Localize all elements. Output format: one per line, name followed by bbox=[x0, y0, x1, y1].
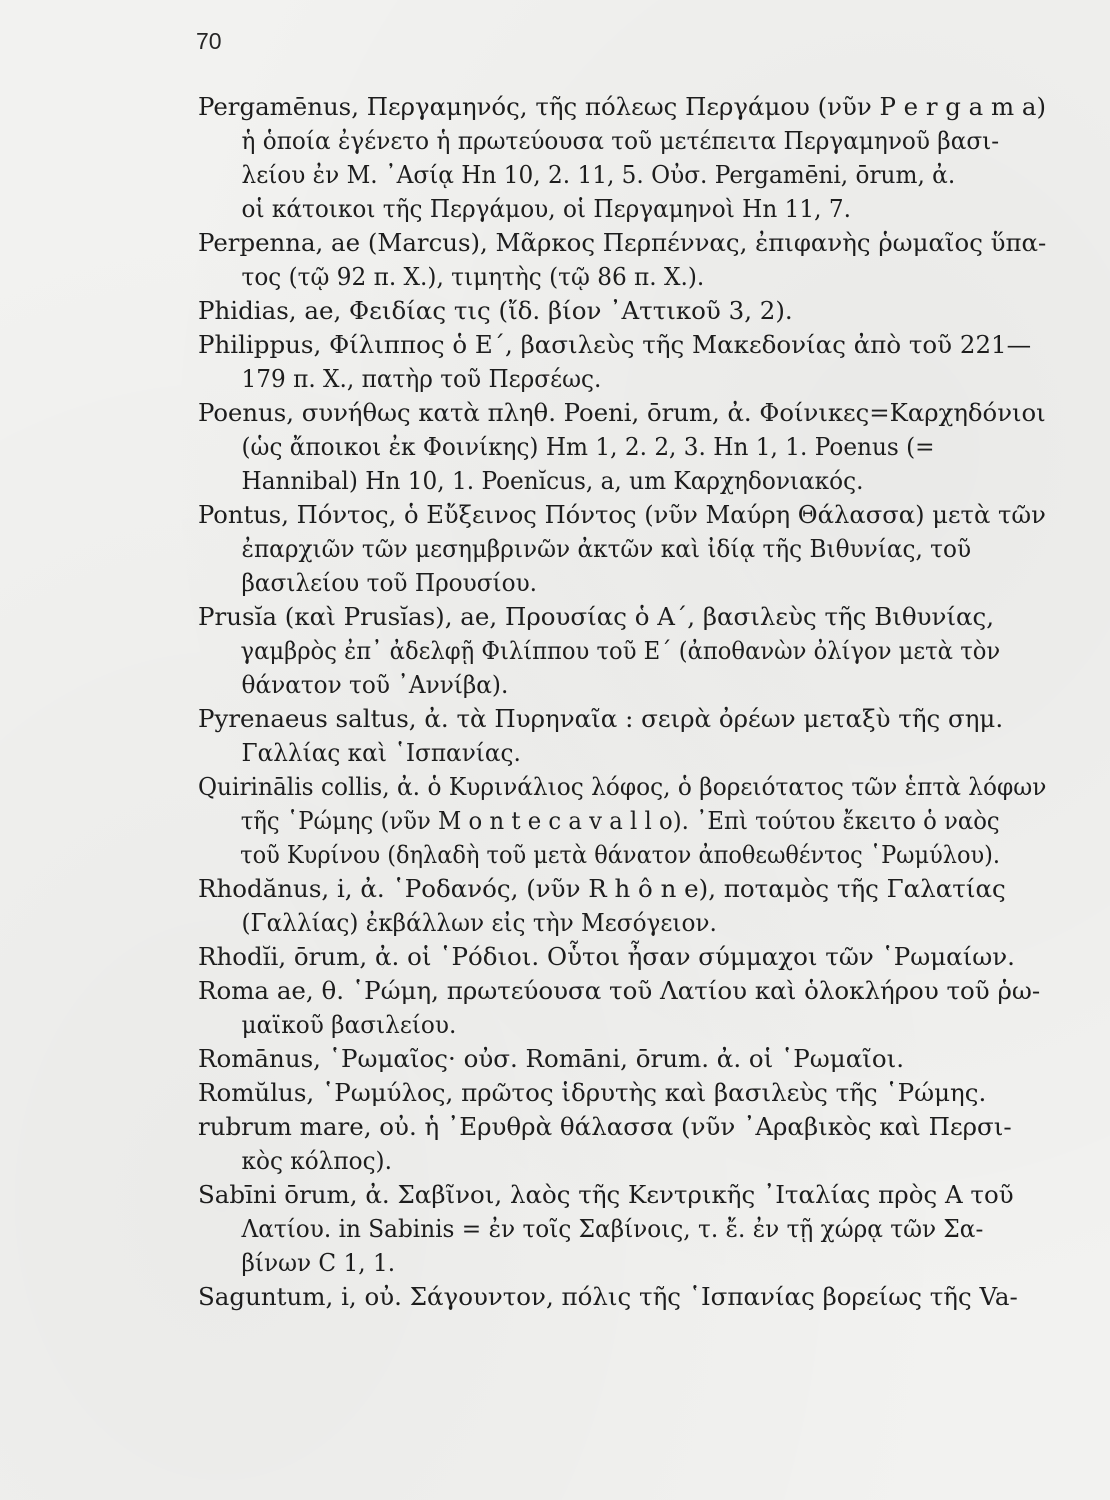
entry-headword-line: Saguntum, i, οὐ. Σάγουντον, πόλις τῆς ῾Ισπανίας βορείως τῆς Va- bbox=[198, 1282, 1018, 1311]
glossary-entry bbox=[198, 226, 1046, 294]
entry-headword-line: Perpenna, ae (Marcus), Μᾶρκος Περπέννας, ἐπιφανὴς ῥωμαῖος ὕπα- bbox=[198, 228, 1047, 257]
entry-continuation-line: τοῦ Κυρίνου (δηλαδὴ τοῦ μετὰ θάνατον ἀποθεωθέντος ῾Ρωμύλου). bbox=[240, 840, 1001, 869]
entry-continuation-line: γαμβρὸς ἐπ᾿ ἀδελφῇ Φιλίππου τοῦ Ε΄ (ἀποθανὼν ὀλίγον μετὰ τὸν bbox=[240, 636, 1001, 665]
entry-continuation-line: ἐπαρχιῶν τῶν μεσημβρινῶν ἀκτῶν καὶ ἰδίᾳ τῆς Βιθυνίας, τοῦ bbox=[241, 534, 972, 563]
glossary-entry bbox=[198, 396, 1046, 498]
glossary-entry bbox=[198, 974, 1046, 1042]
entry-headword-line: Poenus, συνήθως κατὰ πληθ. Poeni, ōrum, ἀ. Φοίνικες=Καρχηδόνιοι bbox=[198, 398, 1046, 427]
entry-headword-line: Romānus, ῾Ρωμαῖος· οὐσ. Romāni, ōrum. ἀ. οἱ ῾Ρωμαῖοι. bbox=[198, 1044, 904, 1073]
glossary-entry bbox=[198, 872, 1046, 940]
entry-continuation-line: ἡ ὁποία ἐγένετο ἡ πρωτεύουσα τοῦ μετέπειτα Περγαμηνοῦ βασι- bbox=[241, 126, 1000, 155]
glossary-entry bbox=[198, 1280, 1046, 1314]
entry-headword-line: Sabīni ōrum, ἀ. Σαβῖνοι, λαὸς τῆς Κεντρικῆς ᾿Ιταλίας πρὸς Α τοῦ bbox=[198, 1180, 1014, 1209]
entry-headword-line: Romŭlus, ῾Ρωμύλος, πρῶτος ἱδρυτὴς καὶ βασιλεὺς τῆς ῾Ρώμης. bbox=[198, 1078, 987, 1107]
entry-continuation-line: οἱ κάτοικοι τῆς Περγάμου, οἱ Περγαμηνοὶ Hn 11, 7. bbox=[241, 194, 851, 223]
glossary-entry bbox=[198, 498, 1046, 600]
entry-continuation-line: (ὡς ἄποικοι ἐκ Φοινίκης) Hm 1, 2. 2, 3. Hn 1, 1. Poenus (= bbox=[241, 432, 935, 461]
entry-continuation-line: 179 π. Χ., πατὴρ τοῦ Περσέως. bbox=[241, 364, 602, 393]
entry-continuation-line: (Γαλλίας) ἐκβάλλων εἰς τὴν Μεσόγειον. bbox=[241, 908, 717, 937]
glossary-entry bbox=[198, 702, 1046, 770]
entry-headword-line: Quirinālis collis, ἀ. ὁ Κυρινάλιος λόφος, ὁ βορειότατος τῶν ἑπτὰ λόφων bbox=[198, 772, 1047, 801]
entry-headword-line: Phidias, ae, Φειδίας τις (ἴδ. βίον ᾿Αττικοῦ 3, 2). bbox=[198, 296, 793, 325]
entry-continuation-line: λείου ἐν Μ. ᾿Ασίᾳ Hn 10, 2. 11, 5. Οὐσ. Pergamēni, ōrum, ἀ. bbox=[241, 160, 956, 189]
glossary-entry bbox=[198, 1178, 1046, 1280]
entry-continuation-line: κὸς κόλπος). bbox=[241, 1146, 392, 1175]
entry-headword-line: Rhodĭi, ōrum, ἀ. οἱ ῾Ρόδιοι. Οὗτοι ἦσαν σύμμαχοι τῶν ῾Ρωμαίων. bbox=[198, 942, 1015, 971]
entry-headword-line: Philippus, Φίλιππος ὁ Ε΄, βασιλεὺς τῆς Μακεδονίας ἀπὸ τοῦ 221— bbox=[198, 330, 1032, 359]
entry-continuation-line: μαϊκοῦ βασιλείου. bbox=[241, 1010, 457, 1039]
glossary-entry bbox=[198, 328, 1046, 396]
entry-headword-line: Pyrenaeus saltus, ἀ. τὰ Πυρηναῖα : σειρὰ ὀρέων μεταξὺ τῆς σημ. bbox=[198, 704, 1004, 733]
entry-headword-line: rubrum mare, οὐ. ἡ ᾿Ερυθρὰ θάλασσα (νῦν ᾿Αραβικὸς καὶ Περσι- bbox=[198, 1112, 1012, 1141]
entry-continuation-line: βίνων C 1, 1. bbox=[241, 1248, 396, 1277]
glossary-entry bbox=[198, 940, 1046, 974]
page-number: 70 bbox=[196, 28, 222, 54]
entry-continuation-line: Γαλλίας καὶ ῾Ισπανίας. bbox=[241, 738, 521, 767]
entry-continuation-line: βασιλείου τοῦ Προυσίου. bbox=[241, 568, 538, 597]
glossary-entry bbox=[198, 1076, 1046, 1110]
entry-headword-line: Roma ae, θ. ῾Ρώμη, πρωτεύουσα τοῦ Λατίου καὶ ὁλοκλήρου τοῦ ῥω- bbox=[198, 976, 1041, 1005]
glossary-entries bbox=[198, 90, 1046, 1314]
entry-headword-line: Rhodănus, i, ἀ. ῾Ροδανός, (νῦν R h ô n e), ποταμὸς τῆς Γαλατίας bbox=[198, 874, 1006, 903]
glossary-entry bbox=[198, 90, 1046, 226]
entry-continuation-line: θάνατον τοῦ ᾿Αννίβα). bbox=[241, 670, 509, 699]
glossary-entry bbox=[198, 294, 1046, 328]
glossary-entry bbox=[198, 600, 1046, 702]
glossary-entry bbox=[198, 1042, 1046, 1076]
glossary-entry bbox=[198, 1110, 1046, 1178]
entry-continuation-line: Λατίου. in Sabinis = ἐν τοῖς Σαβίνοις, τ. ἔ. ἐν τῇ χώρᾳ τῶν Σα- bbox=[241, 1214, 984, 1243]
entry-headword-line: Prusĭa (καὶ Prusĭas), ae, Προυσίας ὁ Α΄, βασιλεὺς τῆς Βιθυνίας, bbox=[198, 602, 995, 631]
entry-continuation-line: τῆς ῾Ρώμης (νῦν M o n t e c a v a l l o). ᾿Επὶ τούτου ἔκειτο ὁ ναὸς bbox=[240, 806, 1000, 835]
glossary-entry bbox=[198, 770, 1046, 872]
entry-continuation-line: Hannibal) Hn 10, 1. Poenĭcus, a, um Καρχηδονιακός. bbox=[241, 466, 864, 495]
entry-continuation-line: τος (τῷ 92 π. Χ.), τιμητὴς (τῷ 86 π. Χ.). bbox=[241, 262, 705, 291]
entry-headword-line: Pontus, Πόντος, ὁ Εὔξεινος Πόντος (νῦν Μαύρη Θάλασσα) μετὰ τῶν bbox=[198, 500, 1046, 529]
entry-headword-line: Pergamēnus, Περγαμηνός, τῆς πόλεως Περγάμου (νῦν P e r g a m a) bbox=[198, 92, 1046, 121]
